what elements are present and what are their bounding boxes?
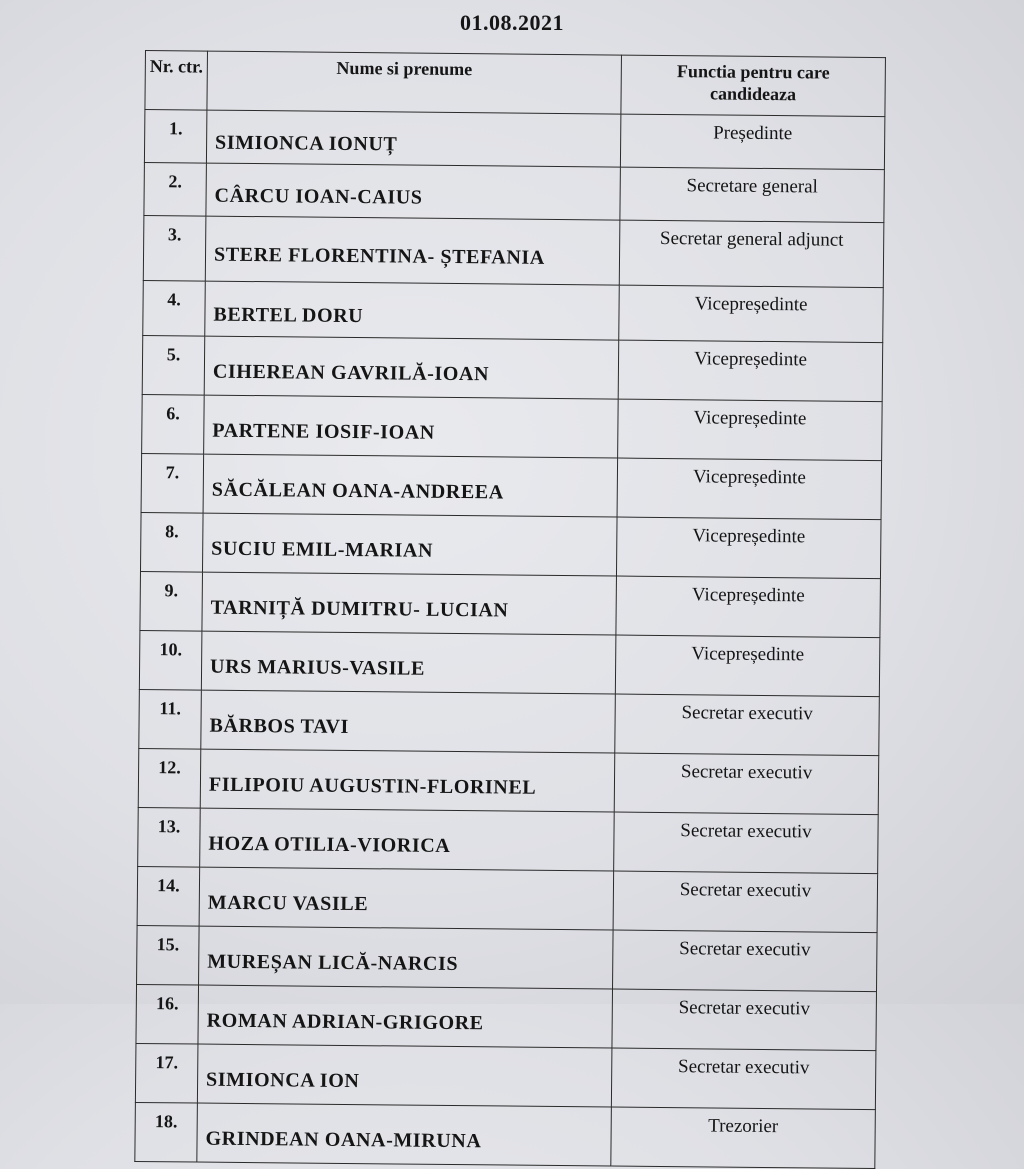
candidates-table: [134, 50, 886, 1169]
table-row: [143, 215, 884, 287]
candidate-function: Secretar executiv: [611, 1048, 876, 1110]
candidate-function: Secretar executiv: [612, 989, 877, 1051]
row-number: 18.: [135, 1102, 198, 1162]
candidate-name: URS MARIUS-VASILE: [201, 631, 616, 694]
candidate-function: Secretar executiv: [615, 694, 880, 756]
candidate-name: CÂRCU IOAN-CAIUS: [206, 163, 620, 220]
row-number: 11.: [139, 689, 202, 749]
table-row: [141, 453, 882, 519]
row-number: 14.: [137, 866, 200, 926]
candidate-name: BĂRBOS TAVI: [201, 690, 616, 753]
table-row: [135, 1043, 876, 1109]
table-row: [138, 807, 879, 873]
candidate-name: MUREȘAN LICĂ-NARCIS: [199, 926, 614, 989]
candidate-function: Vicepreședinte: [618, 399, 883, 461]
table-header-row: [145, 51, 886, 117]
candidate-name: MARCU VASILE: [199, 867, 614, 930]
table-row: [138, 748, 879, 814]
candidate-name: ROMAN ADRIAN-GRIGORE: [198, 985, 613, 1048]
candidate-name: FILIPOIU AUGUSTIN-FLORINEL: [200, 749, 615, 812]
candidate-name: SĂCĂLEAN OANA-ANDREEA: [203, 454, 618, 517]
table-row: [139, 630, 880, 696]
candidate-function: Vicepreședinte: [615, 635, 880, 697]
row-number: 15.: [137, 925, 200, 985]
row-number: 16.: [136, 984, 199, 1044]
table-row: [135, 1102, 876, 1168]
row-number: 13.: [138, 807, 201, 867]
table-row: [137, 866, 878, 932]
row-number: 1.: [144, 110, 207, 164]
table-row: [142, 394, 883, 460]
table-row: [144, 110, 884, 170]
table-row: [140, 512, 881, 578]
row-number: 12.: [138, 748, 201, 808]
table-row: [139, 689, 880, 755]
candidate-name: SIMIONCA IONUȚ: [206, 110, 620, 167]
header-name: Nume si prenume: [207, 51, 622, 114]
row-number: 4.: [143, 280, 206, 336]
row-number: 3.: [143, 215, 206, 281]
candidate-function: Secretar executiv: [614, 812, 879, 874]
candidate-function: Trezorier: [611, 1107, 876, 1169]
table-row: [144, 162, 884, 222]
candidate-function: Secretare general: [620, 167, 884, 223]
candidate-name: STERE FLORENTINA- ȘTEFANIA: [205, 216, 620, 285]
row-number: 2.: [144, 162, 207, 216]
candidate-name: BERTEL DORU: [205, 281, 620, 340]
candidate-function: Secretar executiv: [614, 753, 879, 815]
candidate-function: Secretar executiv: [613, 930, 878, 992]
candidate-name: HOZA OTILIA-VIORICA: [200, 808, 615, 871]
candidate-name: SIMIONCA ION: [197, 1044, 612, 1107]
candidate-name: TARNIȚĂ DUMITRU- LUCIAN: [202, 572, 617, 635]
candidate-function: Vicepreședinte: [618, 340, 883, 402]
document-date: 01.08.2021: [460, 10, 564, 35]
candidate-function: Secretar general adjunct: [619, 220, 884, 288]
row-number: 17.: [135, 1043, 198, 1103]
candidates-table-wrapper: [134, 50, 885, 1169]
candidate-name: PARTENE IOSIF-IOAN: [204, 395, 619, 458]
candidate-name: GRINDEAN OANA-MIRUNA: [197, 1103, 612, 1166]
table-row: [137, 925, 878, 991]
header-function: Functia pentru care candideaza: [621, 55, 886, 117]
table-row: [136, 984, 877, 1050]
row-number: 6.: [142, 394, 205, 454]
candidate-function: Vicepreședinte: [619, 285, 884, 343]
header-nr: Nr. ctr.: [145, 51, 208, 111]
row-number: 5.: [142, 335, 205, 395]
table-row: [140, 571, 881, 637]
candidate-function: Vicepreședinte: [617, 458, 882, 520]
row-number: 7.: [141, 453, 204, 513]
table-row: [142, 335, 883, 401]
row-number: 8.: [140, 512, 203, 572]
table-row: [143, 280, 883, 342]
row-number: 10.: [139, 630, 202, 690]
candidate-function: Președinte: [620, 114, 884, 170]
candidate-name: CIHEREAN GAVRILĂ-IOAN: [204, 336, 619, 399]
candidate-name: SUCIU EMIL-MARIAN: [202, 513, 617, 576]
candidate-function: Vicepreședinte: [616, 576, 881, 638]
candidate-function: Vicepreședinte: [616, 517, 881, 579]
candidate-function: Secretar executiv: [613, 871, 878, 933]
row-number: 9.: [140, 571, 203, 631]
